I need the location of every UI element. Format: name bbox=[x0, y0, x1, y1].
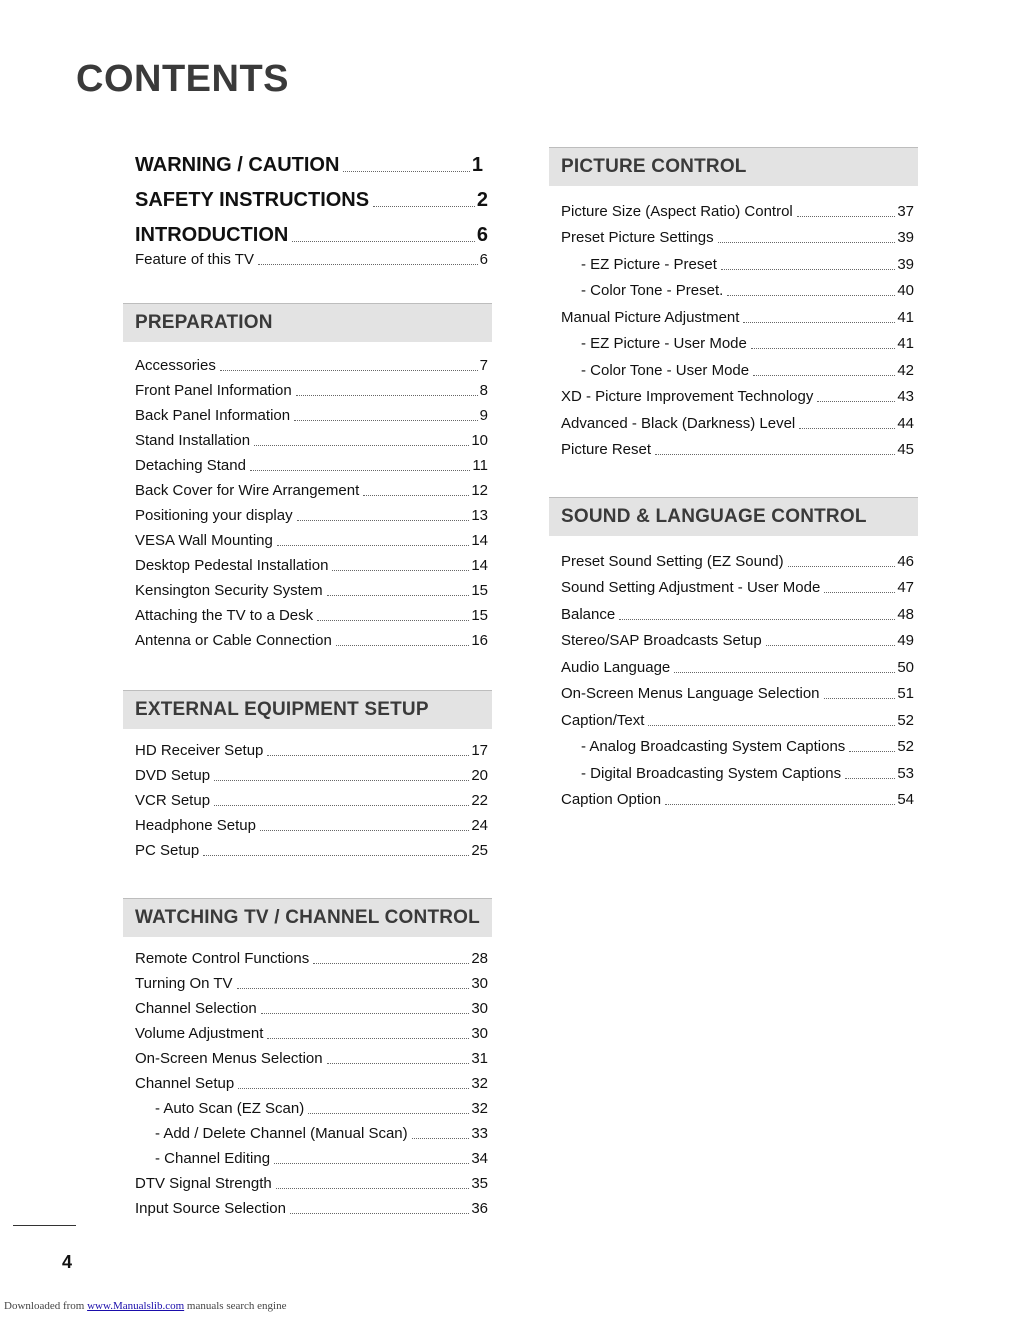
toc-entry-label: WARNING / CAUTION bbox=[135, 154, 340, 176]
leader-dots bbox=[718, 242, 896, 243]
leader-dots bbox=[277, 545, 469, 546]
toc-entry-page: 42 bbox=[897, 361, 914, 379]
toc-entry-label: Accessories bbox=[135, 357, 216, 374]
toc-entry-page: 8 bbox=[479, 382, 488, 399]
toc-entry-page: 30 bbox=[471, 1000, 488, 1017]
toc-entry-page: 52 bbox=[897, 711, 914, 729]
toc-entry-label: VCR Setup bbox=[135, 792, 211, 809]
leader-dots bbox=[751, 348, 895, 349]
toc-entry-label: Audio Language bbox=[561, 658, 671, 676]
toc-entry-label: On-Screen Menus Selection bbox=[135, 1050, 323, 1067]
toc-entry[interactable] bbox=[561, 353, 914, 380]
leader-dots bbox=[727, 295, 895, 296]
section-sound-list bbox=[549, 536, 918, 809]
section-header-preparation: PREPARATION bbox=[123, 303, 492, 342]
leader-dots bbox=[619, 619, 895, 620]
toc-entry[interactable] bbox=[561, 433, 914, 460]
toc-entry-label: SAFETY INSTRUCTIONS bbox=[135, 189, 370, 211]
toc-entry[interactable] bbox=[135, 968, 488, 993]
toc-entry-page: 30 bbox=[471, 1025, 488, 1042]
toc-entry-page: 52 bbox=[897, 738, 914, 755]
toc-entry-label: - EZ Picture - User Mode bbox=[581, 335, 747, 352]
toc-entry-page: 22 bbox=[471, 792, 488, 809]
toc-entry-label: XD - Picture Improvement Technology bbox=[561, 388, 814, 405]
leader-dots bbox=[317, 620, 469, 621]
section-header-watching-tv: WATCHING TV / CHANNEL CONTROL bbox=[123, 898, 492, 937]
leader-dots bbox=[363, 495, 469, 496]
toc-entry-label: Channel Setup bbox=[135, 1075, 235, 1092]
toc-entry-label: Turning On TV bbox=[135, 975, 233, 992]
toc-entry[interactable] bbox=[135, 625, 488, 650]
toc-entry-label: Picture Size (Aspect Ratio) Control bbox=[561, 202, 793, 220]
leader-dots bbox=[336, 645, 470, 646]
toc-entry-label: - Color Tone - User Mode bbox=[581, 361, 750, 379]
toc-entry-feature-of-this-tv[interactable] bbox=[135, 251, 488, 269]
leader-dots bbox=[743, 322, 895, 323]
toc-entry-label: - Analog Broadcasting System Captions bbox=[581, 738, 846, 755]
toc-entry-label: Stand Installation bbox=[135, 432, 251, 449]
leader-dots bbox=[274, 1163, 469, 1164]
leader-dots bbox=[849, 751, 895, 752]
leader-dots bbox=[238, 1088, 469, 1089]
toc-entry[interactable] bbox=[561, 194, 914, 221]
toc-entry[interactable] bbox=[561, 327, 914, 354]
toc-entry[interactable] bbox=[561, 571, 914, 598]
toc-entry[interactable] bbox=[135, 375, 488, 400]
footer-divider bbox=[13, 1225, 76, 1226]
section-picture-list bbox=[549, 186, 918, 459]
toc-entry[interactable] bbox=[561, 406, 914, 433]
leader-dots bbox=[313, 963, 469, 964]
toc-entry[interactable] bbox=[135, 500, 488, 525]
toc-entry[interactable] bbox=[135, 575, 488, 600]
toc-entry[interactable] bbox=[135, 550, 488, 575]
toc-entry-label: Headphone Setup bbox=[135, 817, 256, 834]
toc-entry[interactable] bbox=[561, 650, 914, 677]
leader-dots bbox=[327, 595, 470, 596]
toc-entry[interactable] bbox=[561, 624, 914, 651]
toc-entry[interactable] bbox=[561, 756, 914, 783]
toc-entry-label: HD Receiver Setup bbox=[135, 742, 264, 759]
leader-dots bbox=[214, 805, 469, 806]
toc-entry[interactable] bbox=[135, 1168, 488, 1193]
section-watching-list bbox=[123, 937, 492, 1218]
toc-entry-label: Feature of this TV bbox=[135, 251, 254, 268]
leader-dots bbox=[203, 855, 469, 856]
toc-entry-label: Kensington Security System bbox=[135, 582, 323, 599]
toc-entry[interactable] bbox=[135, 1068, 488, 1093]
leader-dots bbox=[845, 778, 895, 779]
toc-right-column bbox=[549, 147, 918, 809]
toc-entry-page: 10 bbox=[471, 432, 488, 449]
toc-entry-page: 11 bbox=[472, 457, 488, 474]
toc-entry-page: 35 bbox=[471, 1175, 488, 1192]
toc-entry-label: Caption Option bbox=[561, 791, 662, 808]
leader-dots bbox=[753, 375, 895, 376]
section-header-external-equipment: EXTERNAL EQUIPMENT SETUP bbox=[123, 690, 492, 729]
toc-entry-label: - EZ Picture - Preset bbox=[581, 255, 717, 273]
toc-entry-label: Advanced - Black (Darkness) Level bbox=[561, 414, 796, 432]
leader-dots bbox=[343, 171, 469, 172]
toc-entry-label: Attaching the TV to a Desk bbox=[135, 607, 314, 624]
toc-entry[interactable] bbox=[135, 400, 488, 425]
toc-entry[interactable] bbox=[561, 597, 914, 624]
toc-entry-page: 51 bbox=[897, 685, 914, 702]
toc-entry[interactable] bbox=[135, 760, 488, 785]
leader-dots bbox=[261, 1013, 470, 1014]
toc-entry-label: - Digital Broadcasting System Captions bbox=[581, 764, 842, 782]
toc-entry-label: Preset Picture Settings bbox=[561, 229, 714, 246]
leader-dots bbox=[250, 470, 471, 471]
toc-entry-label: - Auto Scan (EZ Scan) bbox=[155, 1100, 305, 1117]
leader-dots bbox=[766, 645, 896, 646]
leader-dots bbox=[294, 420, 478, 421]
leader-dots bbox=[260, 830, 469, 831]
toc-entry-safety-instructions[interactable] bbox=[135, 188, 488, 212]
toc-entry-page: 41 bbox=[897, 308, 914, 326]
toc-entry[interactable] bbox=[135, 943, 488, 968]
leader-dots bbox=[327, 1063, 470, 1064]
page-title: CONTENTS bbox=[76, 58, 289, 100]
toc-entry-page: 28 bbox=[471, 950, 488, 967]
toc-entry-page: 2 bbox=[476, 189, 488, 211]
toc-entry-page: 24 bbox=[471, 817, 488, 834]
toc-entry-page: 7 bbox=[479, 357, 488, 374]
toc-entry-label: Antenna or Cable Connection bbox=[135, 632, 332, 649]
toc-entry[interactable] bbox=[135, 450, 488, 475]
toc-entry[interactable] bbox=[135, 525, 488, 550]
toc-entry-page: 30 bbox=[471, 975, 488, 992]
toc-entry-label: PC Setup bbox=[135, 842, 200, 859]
toc-entry-page: 49 bbox=[897, 632, 914, 649]
toc-entry-page: 15 bbox=[471, 582, 488, 599]
leader-dots bbox=[308, 1113, 469, 1114]
leader-dots bbox=[267, 755, 469, 756]
leader-dots bbox=[292, 241, 475, 242]
section-external-list bbox=[123, 729, 492, 860]
leader-dots bbox=[373, 206, 475, 207]
leader-dots bbox=[297, 520, 470, 521]
toc-entry-page: 41 bbox=[897, 335, 914, 352]
toc-entry-label: Back Cover for Wire Arrangement bbox=[135, 482, 360, 499]
toc-entry-page: 14 bbox=[471, 557, 488, 574]
toc-entry-page: 31 bbox=[471, 1050, 488, 1067]
toc-entry[interactable] bbox=[561, 677, 914, 704]
toc-entry-introduction[interactable] bbox=[135, 223, 488, 247]
leader-dots bbox=[721, 269, 895, 270]
page-number: 4 bbox=[62, 1252, 73, 1272]
leader-dots bbox=[817, 401, 895, 402]
toc-entry-label: Back Panel Information bbox=[135, 407, 291, 424]
toc-entry[interactable] bbox=[135, 600, 488, 625]
toc-entry-page: 32 bbox=[471, 1075, 488, 1092]
toc-entry[interactable] bbox=[135, 425, 488, 450]
toc-entry-label: Desktop Pedestal Installation bbox=[135, 557, 329, 574]
leader-dots bbox=[655, 454, 895, 455]
toc-entry-page: 54 bbox=[897, 791, 914, 808]
toc-entry-label: Stereo/SAP Broadcasts Setup bbox=[561, 632, 762, 649]
toc-entry[interactable] bbox=[561, 380, 914, 407]
leader-dots bbox=[276, 1188, 470, 1189]
toc-entry[interactable] bbox=[135, 810, 488, 835]
toc-entry[interactable] bbox=[561, 247, 914, 274]
toc-entry-page: 12 bbox=[471, 482, 488, 499]
toc-entry-page: 17 bbox=[471, 742, 488, 759]
toc-entry-page: 9 bbox=[479, 407, 488, 424]
leader-dots bbox=[254, 445, 469, 446]
toc-entry-label: Picture Reset bbox=[561, 441, 652, 458]
toc-entry-label: VESA Wall Mounting bbox=[135, 532, 273, 549]
toc-entry-label: Caption/Text bbox=[561, 711, 645, 729]
toc-entry[interactable] bbox=[135, 835, 488, 860]
section-header-picture-control: PICTURE CONTROL bbox=[549, 147, 918, 186]
toc-entry-page: 25 bbox=[471, 842, 488, 859]
toc-entry[interactable] bbox=[561, 783, 914, 810]
leader-dots bbox=[267, 1038, 469, 1039]
toc-entry[interactable] bbox=[135, 350, 488, 375]
toc-entry-label: - Channel Editing bbox=[155, 1150, 271, 1167]
toc-entry-page: 1 bbox=[471, 154, 483, 176]
toc-entry-label: Detaching Stand bbox=[135, 457, 246, 474]
toc-entry-page: 14 bbox=[471, 532, 488, 549]
toc-entry-label: - Add / Delete Channel (Manual Scan) bbox=[155, 1125, 408, 1142]
top-entries bbox=[123, 153, 492, 269]
toc-entry-page: 20 bbox=[471, 767, 488, 784]
leader-dots bbox=[237, 988, 470, 989]
leader-dots bbox=[332, 570, 469, 571]
toc-entry-label: INTRODUCTION bbox=[135, 224, 289, 246]
toc-entry-page: 46 bbox=[897, 552, 914, 570]
toc-entry-label: Preset Sound Setting (EZ Sound) bbox=[561, 552, 784, 570]
section-preparation-list bbox=[123, 342, 492, 650]
toc-entry-page: 34 bbox=[471, 1150, 488, 1167]
leader-dots bbox=[296, 395, 478, 396]
toc-entry-label: On-Screen Menus Language Selection bbox=[561, 685, 820, 702]
toc-entry-label: Remote Control Functions bbox=[135, 950, 310, 967]
leader-dots bbox=[824, 698, 896, 699]
toc-entry-page: 32 bbox=[471, 1100, 488, 1117]
toc-entry[interactable] bbox=[135, 1043, 488, 1068]
toc-entry-label: Input Source Selection bbox=[135, 1200, 286, 1217]
toc-entry-page: 15 bbox=[471, 607, 488, 624]
download-suffix: manuals search engine bbox=[186, 1300, 287, 1312]
leader-dots bbox=[412, 1138, 470, 1139]
toc-entry-label: Front Panel Information bbox=[135, 382, 292, 399]
toc-entry-page: 48 bbox=[897, 605, 914, 623]
toc-entry-page: 6 bbox=[476, 224, 488, 246]
toc-entry-page: 50 bbox=[897, 658, 914, 676]
leader-dots bbox=[788, 566, 896, 567]
toc-entry[interactable] bbox=[135, 1143, 488, 1168]
toc-entry[interactable] bbox=[561, 730, 914, 757]
leader-dots bbox=[797, 216, 896, 217]
leader-dots bbox=[290, 1213, 469, 1214]
leader-dots bbox=[665, 804, 895, 805]
toc-entry[interactable] bbox=[135, 1093, 488, 1118]
section-header-sound-language: SOUND & LANGUAGE CONTROL bbox=[549, 497, 918, 536]
leader-dots bbox=[824, 592, 895, 593]
toc-entry-label: Sound Setting Adjustment - User Mode bbox=[561, 579, 821, 596]
toc-entry-page: 44 bbox=[897, 414, 914, 432]
toc-entry-page: 53 bbox=[897, 764, 914, 782]
download-prefix: Downloaded from bbox=[4, 1300, 85, 1312]
toc-entry-page: 45 bbox=[897, 441, 914, 458]
download-note bbox=[4, 1300, 286, 1312]
toc-entry-label: Volume Adjustment bbox=[135, 1025, 264, 1042]
leader-dots bbox=[258, 264, 478, 265]
manualslib-link[interactable]: www.Manualslib.com bbox=[87, 1300, 185, 1312]
toc-entry[interactable] bbox=[561, 221, 914, 248]
toc-entry-warning-caution[interactable] bbox=[135, 153, 488, 177]
toc-entry-label: - Color Tone - Preset. bbox=[581, 282, 724, 299]
toc-entry[interactable] bbox=[561, 274, 914, 301]
toc-entry-page: 43 bbox=[897, 388, 914, 405]
toc-entry[interactable] bbox=[561, 300, 914, 327]
leader-dots bbox=[674, 672, 895, 673]
toc-entry-page: 37 bbox=[897, 202, 914, 220]
toc-entry[interactable] bbox=[135, 1118, 488, 1143]
toc-entry-page: 47 bbox=[897, 579, 914, 596]
toc-entry-page: 6 bbox=[479, 251, 488, 268]
toc-entry-page: 39 bbox=[897, 229, 914, 246]
toc-entry-label: Balance bbox=[561, 605, 616, 623]
toc-entry-label: Channel Selection bbox=[135, 1000, 257, 1017]
toc-entry-label: DVD Setup bbox=[135, 767, 211, 784]
leader-dots bbox=[799, 428, 895, 429]
toc-entry-page: 13 bbox=[471, 507, 488, 524]
toc-entry[interactable] bbox=[135, 785, 488, 810]
toc-entry[interactable] bbox=[561, 703, 914, 730]
toc-entry-label: Positioning your display bbox=[135, 507, 293, 524]
toc-left-column bbox=[123, 150, 492, 1218]
toc-entry-page: 33 bbox=[471, 1125, 488, 1142]
toc-entry[interactable] bbox=[135, 475, 488, 500]
toc-entry[interactable] bbox=[561, 544, 914, 571]
leader-dots bbox=[220, 370, 478, 371]
leader-dots bbox=[648, 725, 895, 726]
toc-entry-label: Manual Picture Adjustment bbox=[561, 308, 740, 326]
leader-dots bbox=[214, 780, 469, 781]
toc-entry-page: 39 bbox=[897, 255, 914, 273]
toc-entry[interactable] bbox=[135, 735, 488, 760]
toc-entry-page: 16 bbox=[471, 632, 488, 649]
toc-entry-page: 40 bbox=[897, 282, 914, 299]
toc-entry-label: DTV Signal Strength bbox=[135, 1175, 272, 1192]
toc-entry-page: 36 bbox=[471, 1200, 488, 1217]
toc-entry[interactable] bbox=[135, 1018, 488, 1043]
toc-entry[interactable] bbox=[135, 1193, 488, 1218]
toc-entry[interactable] bbox=[135, 993, 488, 1018]
